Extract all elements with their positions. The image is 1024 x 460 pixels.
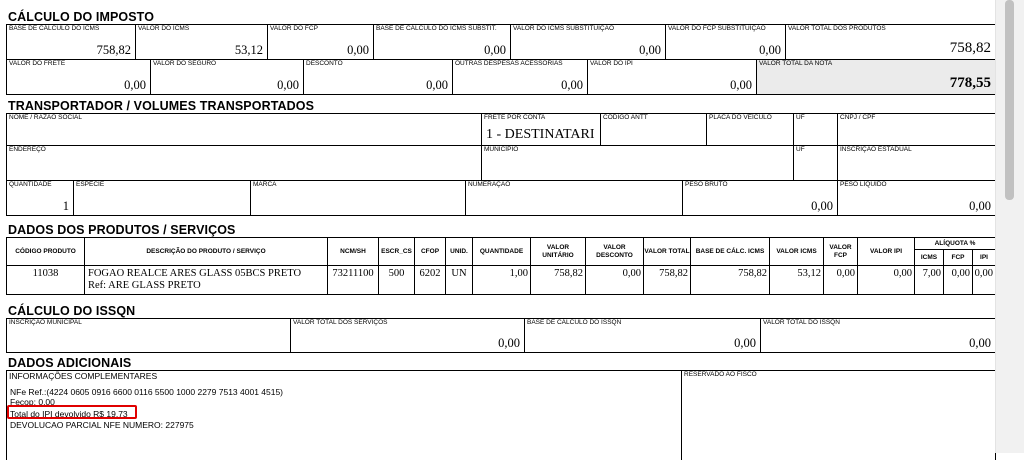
field-value: 0,00 [124,78,146,92]
danfe-document [6,0,996,453]
field-value: 0,00 [426,78,448,92]
field-label: UF [796,146,805,153]
field-value: 0,00 [277,78,299,92]
vertical-scrollbar[interactable] [995,0,1024,453]
field-especie [73,180,251,216]
field-value: 0,00 [969,199,991,213]
field-uf [793,113,838,146]
field-municipio [481,145,794,181]
field-total-nota [756,59,996,95]
cell-valor-desconto: 0,00 [585,265,644,295]
field-value: 0,00 [498,336,520,350]
field-valor-frete [6,59,151,95]
field-endereco [6,145,482,181]
field-valor-seguro [150,59,304,95]
col-header-valor-desconto: VALOR DESCONTO [585,237,644,266]
field-valor-servicos [290,318,525,353]
field-quantidade [6,180,74,216]
cell-base-icms: 758,82 [690,265,770,295]
field-value: 0,00 [347,43,369,57]
field-label: CNPJ / CPF [840,114,876,121]
field-value: 0,00 [759,43,781,57]
col-header-valor-icms: VALOR ICMS [769,237,824,266]
field-label: VALOR TOTAL DO ISSQN [763,319,840,326]
field-codigo-antt [600,113,707,146]
field-total-produtos [785,24,996,60]
field-label: VALOR DO IPI [590,60,633,67]
field-value: 0,00 [811,199,833,213]
col-header-base-icms: BASE DE CÁLC. ICMS [690,237,770,266]
field-value: 53,12 [234,43,263,57]
field-label: INSCRIÇÃO MUNICIPAL [9,319,82,326]
field-label: MUNICÍPIO [484,146,519,153]
field-frete-por-conta [481,113,601,146]
field-valor-fcp-st [665,24,786,60]
cell-descricao [84,265,328,295]
col-header-valor-total: VALOR TOTAL [643,237,691,266]
section-title-adicionais: DADOS ADICIONAIS [8,356,132,370]
field-label: OUTRAS DESPESAS ACESSÓRIAS [455,60,563,67]
field-label: PESO LÍQUIDO [840,181,887,188]
field-label: BASE DE CÁLCULO DO ISSQN [527,319,622,326]
field-placa-veiculo [706,113,794,146]
col-header-aliquota: ALÍQUOTA % [914,237,996,250]
field-label: QUANTIDADE [9,181,52,188]
section-title-issqn: CÁLCULO DO ISSQN [8,304,136,318]
field-label: INFORMAÇÕES COMPLEMENTARES [9,371,158,381]
col-header-aliq-ipi: IPI [972,249,996,266]
cell-aliq-icms: 7,00 [914,265,944,295]
field-value: 0,00 [561,78,583,92]
field-value: 758,82 [949,40,991,56]
field-valor-icms [135,24,268,60]
section-title-produtos: DADOS DOS PRODUTOS / SERVIÇOS [8,223,236,237]
field-label: VALOR TOTAL DA NOTA [759,60,833,67]
field-label: NOME / RAZÃO SOCIAL [9,114,82,121]
field-inscricao-municipal [6,318,291,353]
cell-aliq-ipi: 0,00 [972,265,996,295]
field-label: BASE DE CÁLCULO DO ICMS [9,25,100,32]
cell-valor-ipi: 0,00 [857,265,915,295]
section-title-transporte: TRANSPORTADOR / VOLUMES TRANSPORTADOS [8,99,315,113]
col-header-quantidade: QUANTIDADE [472,237,531,266]
field-label: PLACA DO VEÍCULO [709,114,772,121]
field-nome-razao [6,113,482,146]
col-header-codigo: CÓDIGO PRODUTO [6,237,85,266]
field-value: 0,00 [730,78,752,92]
cell-cfop: 6202 [414,265,446,295]
field-label: RESERVADO AO FISCO [684,371,757,378]
cell-unid: UN [445,265,473,295]
field-label: BASE DE CÁLCULO DO ICMS SUBSTIT. [376,25,497,32]
field-label: VALOR TOTAL DOS SERVIÇOS [293,319,388,326]
cell-cst: 500 [378,265,415,295]
field-base-icms-st [373,24,511,60]
field-valor-fcp [267,24,374,60]
field-value: 1 - DESTINATARI [486,127,595,142]
field-value: 0,00 [484,43,506,57]
field-label: MARCA [253,181,277,188]
field-peso-liquido [837,180,996,216]
field-uf-endereco [793,145,838,181]
field-numeracao [465,180,683,216]
field-valor-issqn [760,318,996,353]
field-label: VALOR DO ICMS SUBSTITUIÇÃO [513,25,615,32]
field-label: VALOR DO FRETE [9,60,66,67]
cell-descricao-line1: FOGAO REALCE ARES GLASS 05BCS PRETO [88,268,302,279]
info-line-nfe-ref: NFe Ref.:(4224 0605 0916 6600 0116 5500 1000 2279 7513 4001 4515) [10,387,284,397]
cell-valor-unitario: 758,82 [530,265,586,295]
cell-descricao-line2: Ref: ARE GLASS PRETO [88,280,201,291]
field-outras-despesas [452,59,588,95]
field-desconto [303,59,453,95]
field-peso-bruto [682,180,838,216]
field-value: 778,55 [949,75,991,91]
field-base-issqn [524,318,761,353]
field-label: VALOR DO FCP [270,25,318,32]
field-marca [250,180,466,216]
col-header-aliq-icms: ICMS [914,249,944,266]
col-header-valor-unitario: VALOR UNITÁRIO [530,237,586,266]
scrollbar-thumb[interactable] [1005,0,1014,200]
field-label: NUMERAÇÃO [468,181,511,188]
field-value: 0,00 [639,43,661,57]
field-label: DESCONTO [306,60,343,67]
field-inscricao-estadual [837,145,996,181]
col-header-cfop: CFOP [414,237,446,266]
field-valor-ipi [587,59,757,95]
col-header-valor-ipi: VALOR IPI [857,237,915,266]
field-cnpj-cpf [837,113,996,146]
field-valor-icms-st [510,24,666,60]
field-label: INSCRIÇÃO ESTADUAL [840,146,912,153]
highlight-annotation [7,405,137,419]
field-label: VALOR DO ICMS [138,25,190,32]
field-value: 1 [62,199,69,213]
col-header-descricao: DESCRIÇÃO DO PRODUTO / SERVIÇO [84,237,328,266]
info-line-devolucao: DEVOLUCAO PARCIAL NFE NUMERO: 227975 [10,420,194,430]
col-header-ncm: NCM/SH [327,237,379,266]
cell-quantidade: 1,00 [472,265,531,295]
field-reservado-fisco [681,370,996,460]
col-header-valor-fcp: VALOR FCP [823,237,858,266]
field-label: PESO BRUTO [685,181,728,188]
cell-valor-total: 758,82 [643,265,691,295]
field-label: VALOR DO SEGURO [153,60,217,67]
field-label: VALOR TOTAL DOS PRODUTOS [788,25,886,32]
cell-codigo: 11038 [6,265,85,295]
info-line-ipi-devolvido: Total do IPI devolvido R$ 19,73 [10,409,128,419]
section-title-imposto: CÁLCULO DO IMPOSTO [8,10,155,24]
col-header-unid: UNID. [445,237,473,266]
field-label: VALOR DO FCP SUBSTITUIÇÃO [668,25,766,32]
cell-ncm: 73211100 [327,265,379,295]
col-header-cst: ESCR_CS [378,237,415,266]
info-line-fecop: Fecop: 0,00 [10,397,55,407]
cell-valor-fcp: 0,00 [823,265,858,295]
field-value: 0,00 [969,336,991,350]
field-label: ENDEREÇO [9,146,46,153]
field-label: FRETE POR CONTA [484,114,546,121]
field-label: ESPÉCIE [76,181,105,188]
field-value: 0,00 [734,336,756,350]
field-label: UF [796,114,805,121]
field-value: 758,82 [96,43,131,57]
cell-aliq-fcp: 0,00 [943,265,973,295]
field-base-icms [6,24,136,60]
cell-valor-icms: 53,12 [769,265,824,295]
col-header-aliq-fcp: FCP [943,249,973,266]
field-label: CÓDIGO ANTT [603,114,648,121]
